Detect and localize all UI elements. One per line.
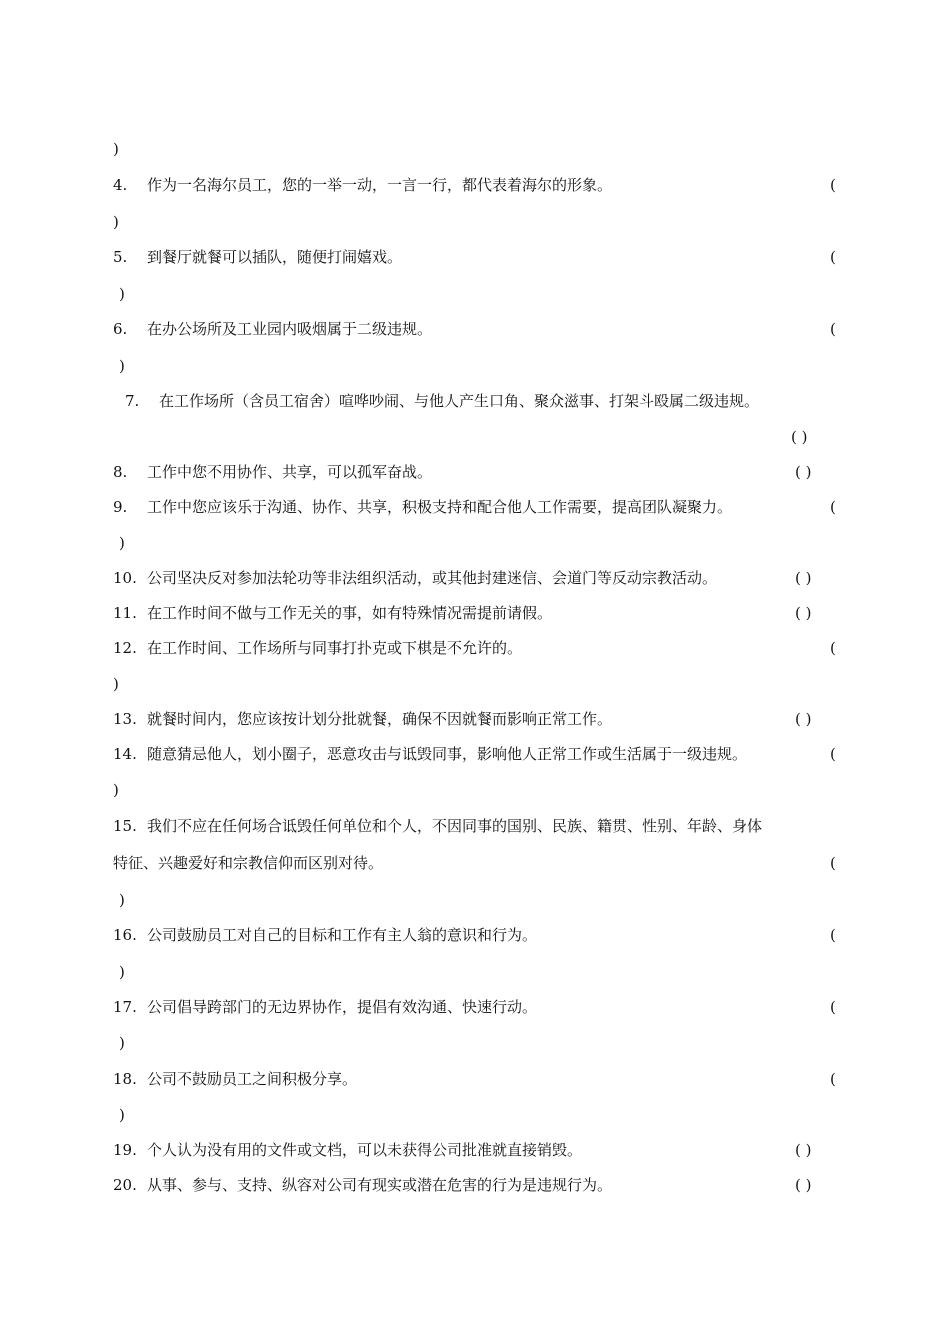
question-text: 我们不应在任何场合诋毁任何单位和个人，不因同事的国别、民族、籍贯、性别、年龄、身体 (147, 817, 763, 835)
answer-paren-open: ( (830, 498, 836, 516)
question-number: 14. (113, 745, 137, 763)
answer-paren-close: ) (113, 781, 119, 799)
answer-paren-open: ( (830, 639, 836, 657)
answer-paren-open: ( (830, 854, 836, 872)
answer-paren: ( ) (795, 463, 812, 481)
question-number: 18. (113, 1070, 137, 1088)
answer-paren-close: ) (119, 534, 125, 552)
answer-paren-close: ) (113, 675, 119, 693)
answer-paren-open: ( (830, 998, 836, 1016)
answer-paren-open: ( (830, 176, 836, 194)
answer-paren-close: ) (113, 213, 119, 231)
question-number: 16. (113, 926, 137, 944)
answer-paren-open: ( (830, 1070, 836, 1088)
question-number: 12. (113, 639, 137, 657)
answer-paren: ( ) (795, 1176, 812, 1194)
question-number: 17. (113, 998, 137, 1016)
question-text: 在工作时间不做与工作无关的事，如有特殊情况需提前请假。 (147, 604, 553, 622)
question-text: 工作中您应该乐于沟通、协作、共享，积极支持和配合他人工作需要，提高团队凝聚力。 (147, 498, 733, 516)
question-text: 从事、参与、支持、纵容对公司有现实或潜在危害的行为是违规行为。 (147, 1176, 613, 1194)
answer-paren-open: ( (830, 248, 836, 266)
answer-paren-close: ) (119, 963, 125, 981)
question-number: 5. (113, 248, 128, 266)
question-number: 13. (113, 710, 137, 728)
question-number: 10. (113, 569, 137, 587)
question-number: 20. (113, 1176, 137, 1194)
question-text: 作为一名海尔员工，您的一举一动，一言一行，都代表着海尔的形象。 (147, 176, 613, 194)
question-text: 随意猜忌他人，划小圈子，恶意攻击与诋毁同事，影响他人正常工作或生活属于一级违规。 (147, 745, 748, 763)
answer-paren-close: ) (119, 357, 125, 375)
answer-paren: ( ) (795, 710, 812, 728)
answer-paren-open: ( (830, 745, 836, 763)
answer-paren-close: ) (119, 1034, 125, 1052)
question-text: 公司坚决反对参加法轮功等非法组织活动，或其他封建迷信、会道门等反动宗教活动。 (147, 569, 718, 587)
answer-paren-open: ( (830, 926, 836, 944)
answer-paren-close: ) (119, 891, 125, 909)
question-text: 公司不鼓励员工之间积极分享。 (147, 1070, 358, 1088)
question-number: 15. (113, 817, 137, 835)
question-number: 8. (113, 463, 128, 481)
question-text: 工作中您不用协作、共享，可以孤军奋战。 (147, 463, 433, 481)
question-number: 4. (113, 176, 128, 194)
question-text: 个人认为没有用的文件或文档，可以未获得公司批准就直接销毁。 (147, 1141, 583, 1159)
question-number: 11. (113, 604, 137, 622)
answer-paren: ( ) (791, 428, 808, 446)
question-text-continued: 特征、兴趣爱好和宗教信仰而区别对待。 (113, 854, 384, 872)
question-number: 6. (113, 320, 128, 338)
question-number: 9. (113, 498, 128, 516)
question-text: 公司鼓励员工对自己的目标和工作有主人翁的意识和行为。 (147, 926, 538, 944)
question-text: 公司倡导跨部门的无边界协作，提倡有效沟通、快速行动。 (147, 998, 538, 1016)
question-number: 19. (113, 1141, 137, 1159)
answer-paren: ( ) (795, 604, 812, 622)
question-number: 7. (125, 392, 140, 410)
answer-paren-close: ) (119, 285, 125, 303)
answer-paren: ( ) (795, 569, 812, 587)
answer-paren-open: ( (830, 320, 836, 338)
closing-paren: ) (113, 140, 119, 158)
question-text: 在工作时间、工作场所与同事打扑克或下棋是不允许的。 (147, 639, 523, 657)
question-text: 在办公场所及工业园内吸烟属于二级违规。 (147, 320, 433, 338)
answer-paren-close: ) (119, 1106, 125, 1124)
question-text: 在工作场所（含员工宿舍）喧哗吵闹、与他人产生口角、聚众滋事、打架斗殴属二级违规。 (159, 392, 760, 410)
question-text: 到餐厅就餐可以插队，随便打闹嬉戏。 (147, 248, 403, 266)
answer-paren: ( ) (795, 1141, 812, 1159)
question-text: 就餐时间内，您应该按计划分批就餐，确保不因就餐而影响正常工作。 (147, 710, 613, 728)
